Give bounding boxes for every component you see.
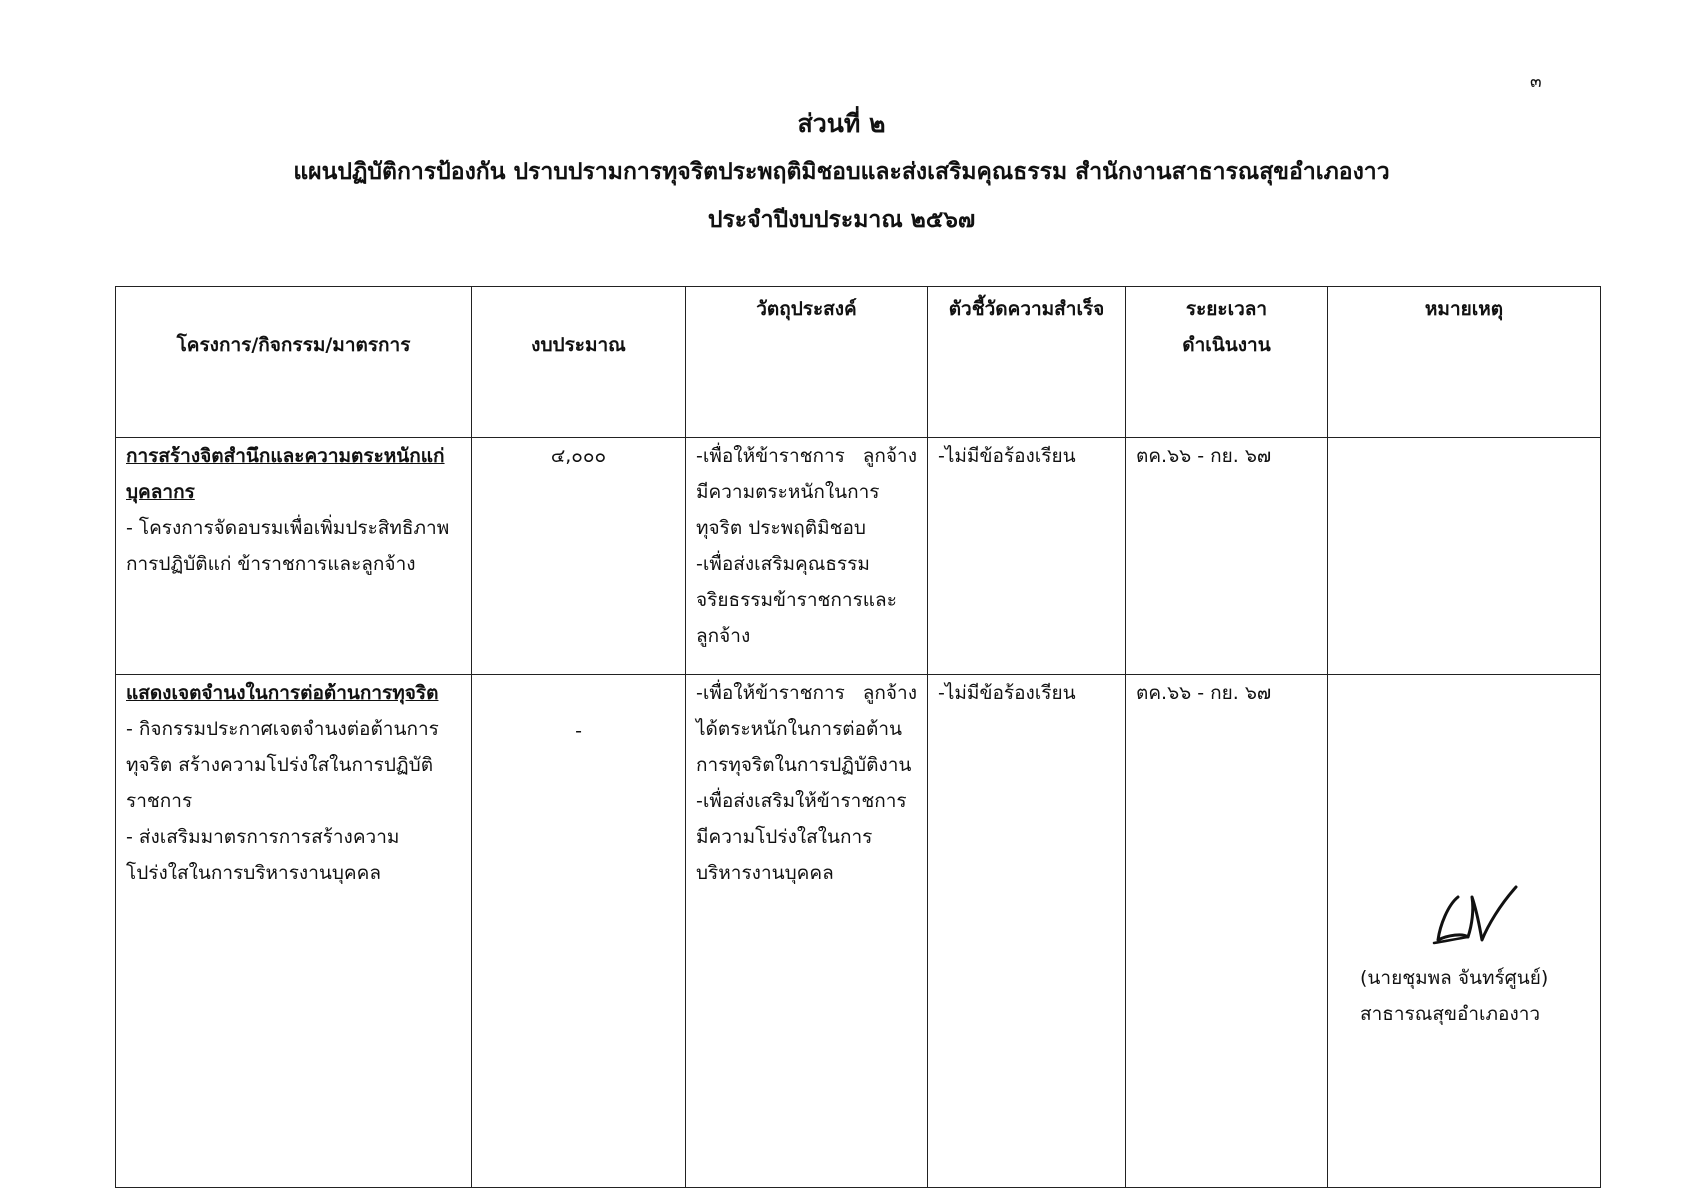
signer-name: (นายชุมพล จันทร์ศูนย์)	[1360, 967, 1549, 989]
section-title: ส่วนที่ ๒	[797, 109, 886, 138]
remark-cell	[1328, 438, 1601, 675]
project-item: - กิจกรรมประกาศเจตจำนงต่อต้านการทุจริต สร้างความโปร่งใสในการปฏิบัติราชการ	[126, 718, 439, 812]
budget-cell: ๔,๐๐๐	[472, 438, 686, 675]
budget-cell: -	[472, 675, 686, 1188]
header-period-line1: ระยะเวลา	[1185, 298, 1268, 320]
header-project: โครงการ/กิจกรรม/มาตรการ	[116, 287, 472, 438]
period-cell: ตค.๖๖ - กย. ๖๗	[1126, 675, 1328, 1188]
header-remark: หมายเหตุ	[1328, 287, 1601, 438]
project-title: การสร้างจิตสำนึกและความตระหนักแก่บุคลากร	[126, 445, 445, 503]
handwritten-signature	[1428, 885, 1538, 955]
project-item: - ส่งเสริมมาตรการการสร้างความโปร่งใสในการบริหารงานบุคคล	[126, 826, 400, 884]
objective-item: -เพื่อส่งเสริมให้ข้าราชการมีความโปร่งใสในการบริหารงานบุคคล	[696, 790, 907, 884]
objective-cell	[686, 438, 928, 675]
header-objective: วัตถุประสงค์	[686, 287, 928, 438]
signature-block	[1338, 675, 1590, 1187]
project-cell	[116, 438, 472, 675]
indicator-cell: -ไม่มีข้อร้องเรียน	[928, 675, 1126, 1188]
header-period-line2: ดำเนินงาน	[1182, 334, 1271, 356]
header-budget: งบประมาณ	[472, 287, 686, 438]
objective-item: -เพื่อให้ข้าราชการ ลูกจ้างได้ตระหนักในการต่อต้านการทุจริตในการปฏิบัติงาน	[696, 682, 917, 776]
objective-item: -เพื่อให้ข้าราชการ ลูกจ้างมีความตระหนักในการทุจริต ประพฤติมิชอบ	[696, 445, 917, 539]
project-item: - โครงการจัดอบรมเพื่อเพิ่มประสิทธิภาพการปฏิบัติแก่ ข้าราชการและลูกจ้าง	[126, 517, 450, 575]
table-row	[116, 675, 1601, 1188]
objective-item: -เพื่อส่งเสริมคุณธรรมจริยธรรมข้าราชการและลูกจ้าง	[696, 553, 897, 647]
period-cell: ตค.๖๖ - กย. ๖๗	[1126, 438, 1328, 675]
action-plan-table	[115, 286, 1601, 1188]
signer-position: สาธารณสุขอำเภองาว	[1360, 1003, 1541, 1025]
table-header-row	[116, 287, 1601, 438]
table-row	[116, 438, 1601, 675]
fiscal-year-title: ประจำปีงบประมาณ ๒๕๖๗	[707, 207, 976, 233]
header-period	[1126, 287, 1328, 438]
remark-cell	[1328, 675, 1601, 1188]
project-cell	[116, 675, 472, 1188]
page-number: ๓	[1530, 72, 1542, 92]
indicator-cell: -ไม่มีข้อร้องเรียน	[928, 438, 1126, 675]
objective-cell	[686, 675, 928, 1188]
header-indicator: ตัวชี้วัดความสำเร็จ	[928, 287, 1126, 438]
plan-title: แผนปฏิบัติการป้องกัน ปราบปรามการทุจริตประพฤติมิชอบและส่งเสริมคุณธรรม สำนักงานสาธารณสุขอำเภองาว	[293, 159, 1390, 185]
project-title: แสดงเจตจำนงในการต่อต้านการทุจริต	[126, 682, 439, 704]
